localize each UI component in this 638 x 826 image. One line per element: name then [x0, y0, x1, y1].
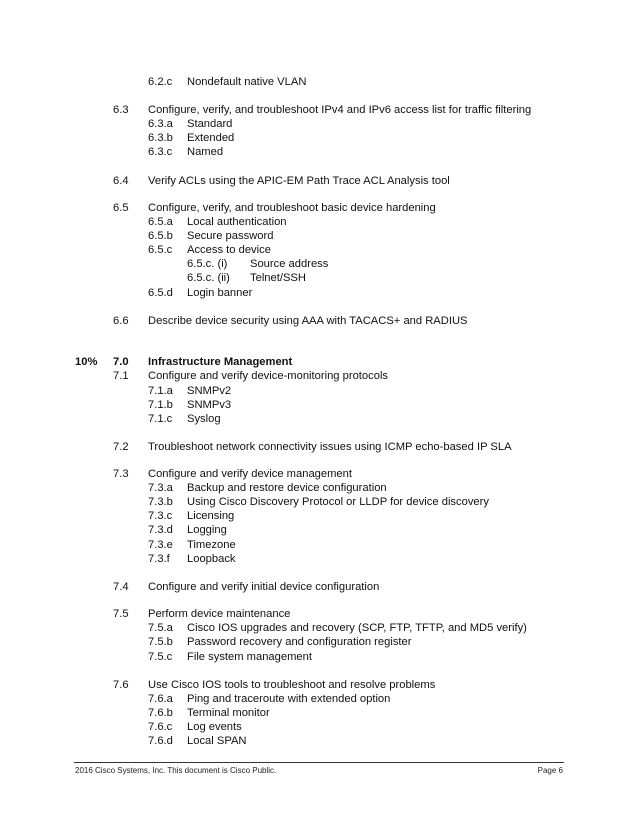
item-text: SNMPv3: [187, 399, 232, 411]
item-number: 6.5.b: [148, 230, 173, 242]
section-number: 7.3: [113, 468, 129, 480]
subitem-number: 6.5.c. (ii): [187, 272, 230, 284]
item-number: 7.1.b: [148, 399, 173, 411]
section-text: Verify ACLs using the APIC-EM Path Trace ACL Analysis tool: [148, 175, 450, 187]
item-number: 7.3.b: [148, 496, 173, 508]
item-text: Password recovery and configuration register: [187, 636, 412, 648]
section-text: Perform device maintenance: [148, 608, 291, 620]
section-number: 7.5: [113, 608, 129, 620]
item-text: Timezone: [187, 539, 236, 551]
item-number: 7.3.d: [148, 524, 173, 536]
section-number: 7.2: [113, 441, 129, 453]
domain-number: 7.0: [113, 356, 129, 368]
section-text: Configure and verify initial device configuration: [148, 581, 380, 593]
section-text: Use Cisco IOS tools to troubleshoot and resolve problems: [148, 679, 436, 691]
item-number: 6.3.a: [148, 118, 173, 130]
item-number: 7.3.c: [148, 510, 173, 522]
item-number: 7.1.c: [148, 413, 173, 425]
item-number: 7.3.f: [148, 553, 170, 565]
item-number: 6.2.c: [148, 76, 173, 88]
item-text: Syslog: [187, 413, 221, 425]
item-text: Terminal monitor: [187, 707, 270, 719]
item-number: 6.5.a: [148, 216, 173, 228]
item-number: 7.6.b: [148, 707, 173, 719]
item-number: 7.6.a: [148, 693, 173, 705]
item-text: Logging: [187, 524, 227, 536]
section-text: Configure, verify, and troubleshoot basic device hardening: [148, 202, 436, 214]
section-number: 7.6: [113, 679, 129, 691]
subitem-text: Source address: [250, 258, 329, 270]
item-text: SNMPv2: [187, 385, 232, 397]
item-number: 7.1.a: [148, 385, 173, 397]
section-number: 7.4: [113, 581, 129, 593]
item-text: Standard: [187, 118, 233, 130]
footer-page-number: Page 6: [537, 766, 563, 775]
item-number: 7.5.a: [148, 622, 173, 634]
section-text: Troubleshoot network connectivity issues using ICMP echo-based IP SLA: [148, 441, 512, 453]
item-text: Extended: [187, 132, 235, 144]
item-text: Cisco IOS upgrades and recovery (SCP, FTP, TFTP, and MD5 verify): [187, 622, 527, 634]
item-text: Backup and restore device configuration: [187, 482, 387, 494]
section-number: 7.1: [113, 370, 129, 382]
item-text: File system management: [187, 651, 312, 663]
section-number: 6.6: [113, 315, 129, 327]
item-number: 7.3.e: [148, 539, 173, 551]
section-text: Configure and verify device management: [148, 468, 352, 480]
weight-percent: 10%: [75, 356, 98, 368]
section-text: Configure, verify, and troubleshoot IPv4 and IPv6 access list for traffic filtering: [148, 104, 532, 116]
section-text: Describe device security using AAA with TACACS+ and RADIUS: [148, 315, 468, 327]
item-text: Loopback: [187, 553, 236, 565]
footer-divider: [74, 762, 564, 763]
item-number: 6.3.b: [148, 132, 173, 144]
item-number: 7.6.d: [148, 735, 173, 747]
item-text: Nondefault native VLAN: [187, 76, 307, 88]
item-text: Named: [187, 146, 224, 158]
item-number: 7.6.c: [148, 721, 173, 733]
item-text: Login banner: [187, 287, 253, 299]
item-text: Using Cisco Discovery Protocol or LLDP for device discovery: [187, 496, 489, 508]
item-text: Ping and traceroute with extended option: [187, 693, 391, 705]
item-text: Access to device: [187, 244, 271, 256]
subitem-number: 6.5.c. (i): [187, 258, 228, 270]
item-number: 7.3.a: [148, 482, 173, 494]
item-text: Log events: [187, 721, 242, 733]
item-number: 7.5.b: [148, 636, 173, 648]
item-text: Local SPAN: [187, 735, 247, 747]
domain-title: Infrastructure Management: [148, 356, 293, 368]
item-text: Secure password: [187, 230, 274, 242]
section-text: Configure and verify device-monitoring protocols: [148, 370, 389, 382]
item-text: Local authentication: [187, 216, 287, 228]
section-number: 6.5: [113, 202, 129, 214]
subitem-text: Telnet/SSH: [250, 272, 306, 284]
section-number: 6.3: [113, 104, 129, 116]
item-number: 6.5.c: [148, 244, 173, 256]
item-number: 6.5.d: [148, 287, 173, 299]
footer-copyright: 2016 Cisco Systems, Inc. This document is Cisco Public.: [75, 766, 277, 775]
item-text: Licensing: [187, 510, 235, 522]
item-number: 6.3.c: [148, 146, 173, 158]
item-number: 7.5.c: [148, 651, 173, 663]
section-number: 6.4: [113, 175, 129, 187]
